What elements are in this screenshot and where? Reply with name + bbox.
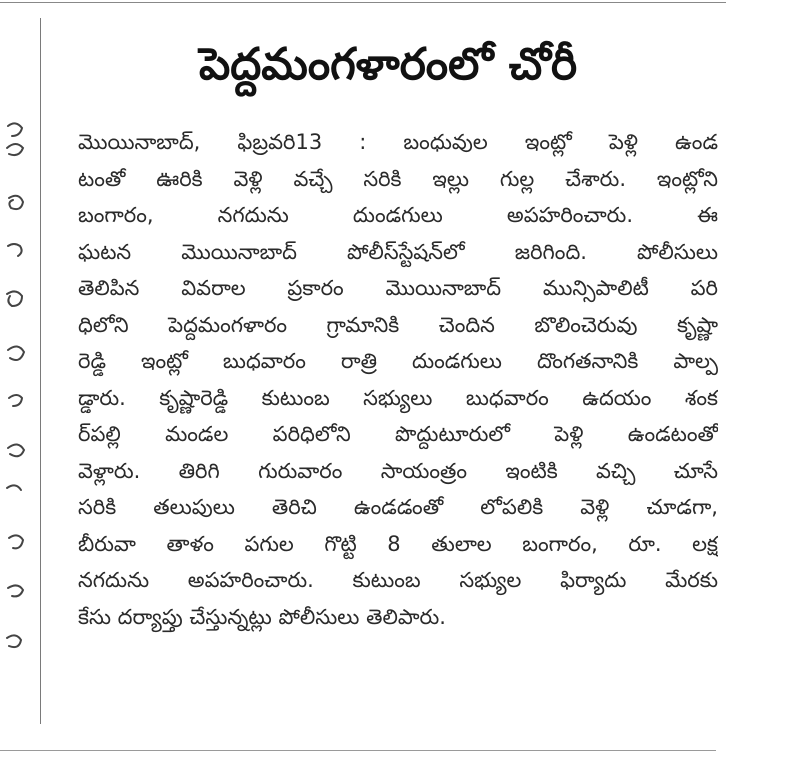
- adjacent-column-fragment: [2, 118, 30, 678]
- article-line: వెళ్లారు. తిరిగి గురువారం సాయంత్రం ఇంటికి వచ్చి చూసే: [78, 458, 718, 483]
- top-rule: [0, 2, 726, 3]
- article-line: ఘటన మొయినాబాద్ పోలీస్‌స్టేషన్‌లో జరిగింది. పోలీసులు: [78, 239, 718, 264]
- article-line: బీరువా తాళం పగుల గొట్టి 8 తులాల బంగారం, రూ. లక్ష: [78, 531, 718, 556]
- article-line: ధిలోని పెద్దమంగళారం గ్రామానికి చెందిన బొలించెరువు కృష్ణా: [78, 312, 718, 337]
- adjacent-column-glyphs: [2, 118, 30, 678]
- article-line: మొయినాబాద్, ఫిబ్రవరి13 : బంధువుల ఇంట్లో పెళ్లి ఉండ: [78, 130, 718, 154]
- article-line: టంతో ఊరికి వెళ్లి వచ్చే సరికి ఇల్లు గుల్ల చేశారు. ఇంట్లోని: [78, 166, 718, 191]
- article-line: రెడ్డి ఇంట్లో బుధవారం రాత్రి దుండగులు దొంగతనానికి పాల్ప: [78, 349, 718, 373]
- article-line: ర్‌పల్లి మండల పరిధిలోని పొద్దుటూరులో పెళ్లి ఉండటంతో: [78, 422, 718, 446]
- bottom-rule: [0, 750, 716, 751]
- article-line: కేసు దర్యాప్తు చేస్తున్నట్లు పోలీసులు తెలిపారు.: [78, 604, 446, 629]
- headline: పెద్దమంగళారంలో చోరీ: [198, 39, 578, 90]
- article-line: డ్డారు. కృష్ణారెడ్డి కుటుంబ సభ్యులు బుధవారం ఉదయం శంక: [78, 385, 718, 410]
- article-line: సరికి తలుపులు తెరిచి ఉండడంతో లోపలికి వెళ్లి చూడగా,: [78, 495, 718, 519]
- article-line: తెలిపిన వివరాల ప్రకారం మొయినాబాద్ మున్సిపాలిటీ పరి: [78, 276, 718, 300]
- article-line: బంగారం, నగదును దుండగులు అపహరించారు. ఈ: [78, 203, 718, 227]
- article-line: నగదును అపహరించారు. కుటుంబ సభ్యుల ఫిర్యాదు మేరకు: [78, 568, 718, 592]
- article-body: [78, 124, 718, 714]
- column-divider: [40, 18, 41, 724]
